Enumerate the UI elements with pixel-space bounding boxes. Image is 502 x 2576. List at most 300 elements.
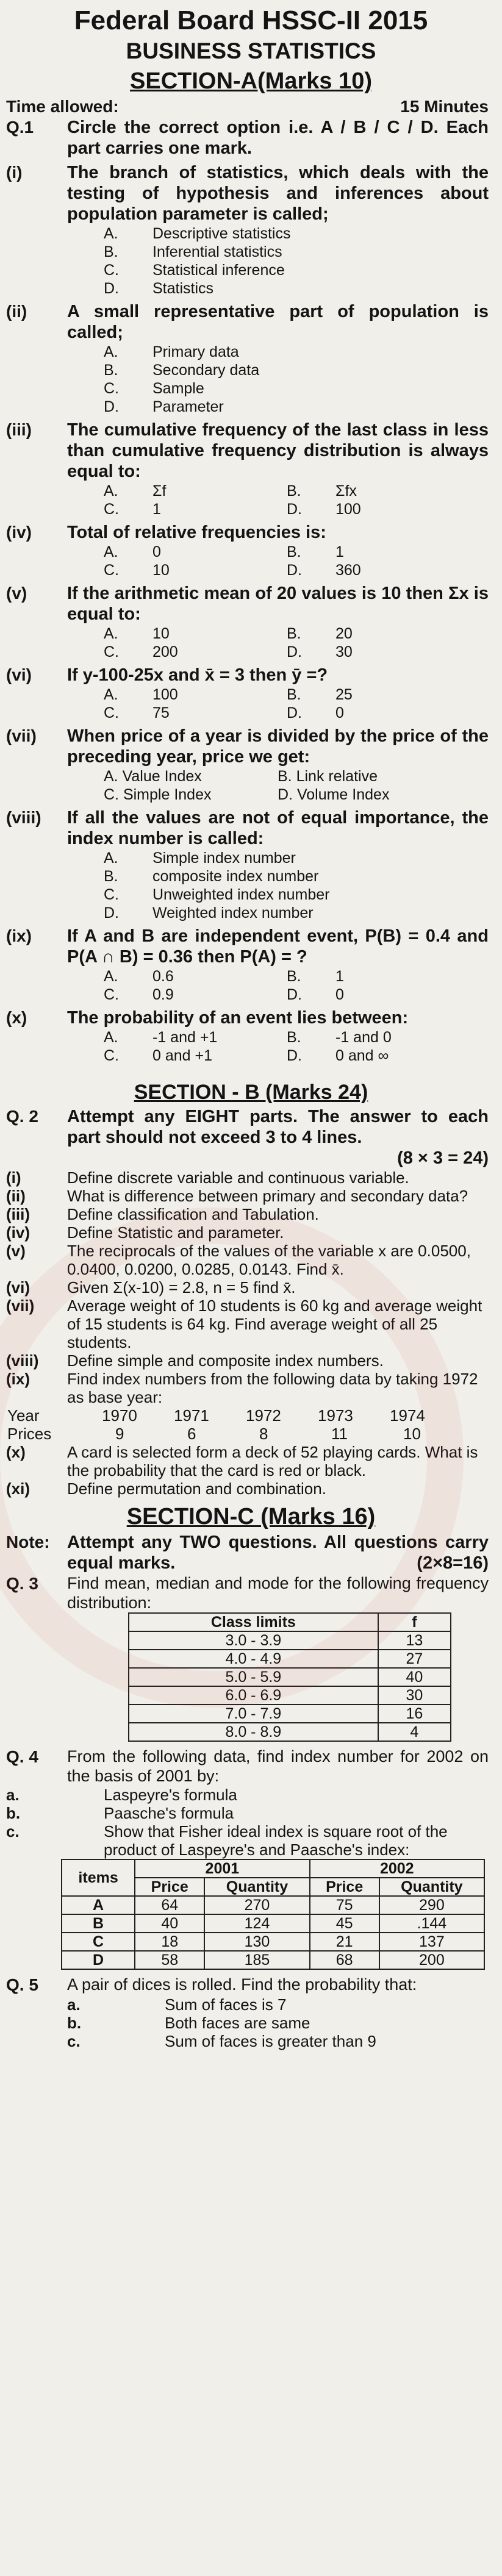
value-cell: 18 — [135, 1933, 204, 1951]
option — [104, 361, 502, 379]
q3-number: Q. 3 — [6, 1574, 38, 1593]
part-text: Sum of faces is 7 — [165, 1995, 287, 2014]
frequency-cell: 16 — [378, 1705, 451, 1723]
option-text: 0.6 — [152, 968, 174, 985]
value-cell: 290 — [379, 1896, 484, 1914]
question-text: Find index numbers from the following data by taking 1972 as base year: — [67, 1370, 478, 1406]
short-question — [0, 1187, 502, 1205]
option — [104, 849, 502, 867]
table-header: 2001 — [135, 1859, 309, 1878]
option-letter: D. — [287, 643, 302, 660]
option — [104, 1046, 287, 1065]
option-text: 20 — [335, 625, 353, 642]
option-letter: B. — [287, 543, 301, 560]
option — [287, 543, 470, 561]
question-number: (i) — [6, 1168, 21, 1187]
part-letter: c. — [67, 2032, 81, 2050]
question-number: (vi) — [6, 665, 32, 684]
option — [104, 785, 278, 804]
short-question — [0, 1242, 502, 1278]
option-text: Σfx — [335, 482, 357, 499]
year-value: 1972 — [246, 1406, 281, 1425]
short-question — [0, 1370, 502, 1406]
part-text: Laspeyre's formula — [104, 1786, 237, 1804]
option-letter: C. — [104, 704, 119, 721]
option-text: 100 — [335, 501, 361, 518]
option-letter: D. — [104, 904, 119, 921]
option-text: composite index number — [152, 868, 319, 885]
option-text: 1 — [152, 501, 161, 518]
option-letter: D. — [278, 786, 293, 803]
ix-year-row — [0, 1406, 502, 1425]
q5-text: A pair of dices is rolled. Find the probability that: — [67, 1975, 417, 1994]
option-text: Value Index — [122, 768, 202, 785]
time-label: Time allowed: — [6, 97, 119, 116]
item-cell: A — [62, 1896, 135, 1914]
question-text: A card is selected form a deck of 52 playing cards. What is the probability that the card is red or black. — [67, 1443, 478, 1479]
price-value: 10 — [403, 1425, 421, 1443]
option-text: Statistical inference — [152, 262, 285, 279]
option — [104, 500, 287, 518]
question-number: (iv) — [6, 1223, 30, 1242]
option — [104, 482, 287, 500]
class-limit-cell: 8.0 - 8.9 — [129, 1723, 378, 1741]
option-letter: A. — [104, 968, 118, 985]
frequency-cell: 40 — [378, 1668, 451, 1686]
option — [278, 785, 461, 804]
option-text: 1 — [335, 543, 344, 560]
mcq-question — [0, 1007, 502, 1028]
question-text: The branch of statistics, which deals with the testing of hypothesis and inferences about population parameter is called; — [67, 163, 489, 224]
question-text: What is difference between primary and secondary data? — [67, 1187, 468, 1205]
option-letter: B. — [104, 243, 118, 260]
price-value: 11 — [331, 1425, 348, 1443]
option-text: Secondary data — [152, 362, 260, 379]
question-text: Average weight of 10 students is 60 kg and average weight of 15 students is 64 kg. Find average weight of all 25 students. — [67, 1297, 482, 1351]
question-number: (iii) — [6, 1205, 30, 1223]
option-text: 1 — [335, 968, 344, 985]
value-cell: 64 — [135, 1896, 204, 1914]
option — [104, 1028, 287, 1046]
table-row — [62, 1951, 484, 1969]
part-letter: a. — [6, 1786, 20, 1804]
option-text: -1 and +1 — [152, 1029, 218, 1046]
options-list — [0, 849, 502, 922]
option — [104, 685, 287, 704]
option-text: 0.9 — [152, 986, 174, 1003]
option-text: Inferential statistics — [152, 243, 282, 260]
option — [287, 685, 470, 704]
option-letter: D. — [104, 398, 119, 415]
question-text: The cumulative frequency of the last class in less than cumulative frequency distribution is always equal to: — [67, 420, 489, 481]
question-text: The reciprocals of the values of the variable x are 0.0500, 0.0400, 0.0200, 0.0285, 0.0143. Find x̄. — [67, 1242, 471, 1278]
option-letter: A. — [104, 850, 118, 867]
q5-heading — [0, 1975, 502, 1995]
ix-price-row — [0, 1425, 502, 1443]
part-text: Paasche's formula — [104, 1804, 234, 1822]
option — [104, 967, 287, 986]
question-number: (vii) — [6, 1297, 35, 1315]
option-text: Simple index number — [152, 850, 296, 867]
option-text: 200 — [152, 643, 178, 660]
q5-part — [0, 2032, 502, 2050]
q5-part — [0, 1995, 502, 2014]
year-label: Year — [7, 1406, 40, 1425]
question-number: (v) — [6, 1242, 26, 1260]
table-header: 2002 — [310, 1859, 484, 1878]
table-subheader: Price — [310, 1878, 379, 1896]
item-cell: C — [62, 1933, 135, 1951]
option-text: 30 — [335, 643, 353, 660]
option — [104, 767, 278, 785]
table-row — [129, 1650, 451, 1668]
question-number: (i) — [6, 163, 23, 182]
q4-text: From the following data, find index number for 2002 on the basis of 2001 by: — [67, 1747, 489, 1785]
option-letter: C. — [104, 380, 119, 397]
section-c-title: SECTION-C (Marks 16) — [126, 1504, 376, 1530]
price-label: Prices — [7, 1425, 52, 1443]
option-letter: C. — [104, 262, 119, 279]
q2-instructions: Attempt any EIGHT parts. The answer to each part should not exceed 3 to 4 lines. — [67, 1107, 489, 1147]
option-letter: A. — [104, 543, 118, 560]
option-letter: B. — [104, 362, 118, 379]
option-text: Statistics — [152, 280, 214, 297]
option — [278, 767, 461, 785]
part-letter: c. — [6, 1822, 20, 1841]
option-text: Σf — [152, 482, 167, 499]
option-letter: D. — [287, 704, 302, 721]
class-limit-cell: 7.0 - 7.9 — [129, 1705, 378, 1723]
option — [104, 986, 287, 1004]
q3-text: Find mean, median and mode for the following frequency distribution: — [67, 1574, 489, 1612]
question-number: (iii) — [6, 420, 32, 439]
mcq-question — [0, 665, 502, 685]
question-number: (ii) — [6, 302, 27, 321]
question-text: The probability of an event lies between: — [67, 1008, 409, 1028]
class-limit-cell: 5.0 - 5.9 — [129, 1668, 378, 1686]
options-grid — [0, 685, 502, 722]
value-cell: .144 — [379, 1914, 484, 1933]
option-letter: A. — [104, 686, 118, 703]
frequency-cell: 27 — [378, 1650, 451, 1668]
question-number: (viii) — [6, 1351, 39, 1370]
value-cell: 58 — [135, 1951, 204, 1969]
option-text: Sample — [152, 380, 204, 397]
option-letter: B. — [287, 968, 301, 985]
option — [287, 500, 470, 518]
question-text: Define classification and Tabulation. — [67, 1205, 319, 1223]
mcq-question — [0, 583, 502, 624]
option-text: Parameter — [152, 398, 224, 415]
option-letter: C. — [104, 501, 119, 518]
question-text: Define Statistic and parameter. — [67, 1223, 284, 1242]
option — [287, 624, 470, 643]
table-row — [129, 1631, 451, 1650]
option-letter: C. — [104, 986, 119, 1003]
option-text: 0 and +1 — [152, 1047, 213, 1064]
frequency-cell: 13 — [378, 1631, 451, 1650]
value-cell: 21 — [310, 1933, 379, 1951]
option-letter: D. — [104, 280, 119, 297]
q1-instructions: Circle the correct option i.e. A / B / C / D. Each part carries one mark. — [67, 118, 489, 158]
table-row — [62, 1933, 484, 1951]
short-question — [0, 1351, 502, 1370]
short-question — [0, 1223, 502, 1242]
q4-number: Q. 4 — [6, 1747, 38, 1766]
mcq-question — [0, 726, 502, 767]
table-subheader: Price — [135, 1878, 204, 1896]
option-letter: B. — [104, 868, 118, 885]
time-value: 15 Minutes — [400, 97, 489, 116]
option — [104, 904, 502, 922]
question-text: Total of relative frequencies is: — [67, 523, 326, 542]
question-text: Define permutation and combination. — [67, 1479, 326, 1498]
mcq-question — [0, 301, 502, 343]
question-number: (x) — [6, 1008, 27, 1027]
option-letter: B. — [278, 768, 292, 785]
option — [104, 398, 502, 416]
option-letter: A. — [104, 343, 118, 360]
table-subheader: Quantity — [379, 1878, 484, 1896]
short-question — [0, 1278, 502, 1297]
table-row — [62, 1896, 484, 1914]
option — [104, 543, 287, 561]
option-letter: C. — [104, 886, 119, 903]
option-text: 75 — [152, 704, 170, 721]
options-list — [0, 224, 502, 298]
q2-marks: (8 × 3 = 24) — [397, 1148, 489, 1168]
option — [104, 261, 502, 279]
option — [287, 643, 470, 661]
time-row — [0, 96, 502, 117]
class-limit-cell: 3.0 - 3.9 — [129, 1631, 378, 1650]
table-header: Class limits — [129, 1613, 378, 1631]
option-text: 10 — [152, 562, 170, 579]
part-text: Both faces are same — [165, 2014, 310, 2032]
option — [104, 643, 287, 661]
question-text: A small representative part of population is called; — [67, 302, 489, 342]
q4-parts — [0, 1786, 502, 1859]
question-number: (v) — [6, 584, 27, 603]
option-letter: A. — [104, 625, 118, 642]
table-header: f — [378, 1613, 451, 1631]
short-question — [0, 1443, 502, 1479]
value-cell: 75 — [310, 1896, 379, 1914]
table-row — [62, 1914, 484, 1933]
option-text: 0 — [152, 543, 161, 560]
option-text: 100 — [152, 686, 178, 703]
option-letter: D. — [287, 986, 302, 1003]
q5-parts — [0, 1995, 502, 2050]
option-text: Volume Index — [296, 786, 390, 803]
option-letter: A. — [104, 768, 118, 785]
question-number: (vi) — [6, 1278, 30, 1297]
price-value: 8 — [259, 1425, 268, 1443]
q2-heading — [0, 1106, 502, 1148]
question-text: If all the values are not of equal importance, the index number is called: — [67, 808, 489, 848]
option — [104, 279, 502, 298]
table-row — [129, 1686, 451, 1705]
value-cell: 45 — [310, 1914, 379, 1933]
option — [104, 343, 502, 361]
option — [287, 704, 470, 722]
option — [104, 561, 287, 579]
option-letter: B. — [287, 686, 301, 703]
option-letter: D. — [287, 1047, 302, 1064]
note-text: Attempt any TWO questions. All questions carry equal marks. — [67, 1533, 489, 1573]
value-cell: 68 — [310, 1951, 379, 1969]
option-letter: A. — [104, 482, 118, 499]
question-text: Define discrete variable and continuous variable. — [67, 1168, 409, 1187]
question-number: (ii) — [6, 1187, 26, 1205]
option-text: Unweighted index number — [152, 886, 330, 903]
table-header: items — [62, 1859, 135, 1896]
option — [104, 867, 502, 886]
option-text: Descriptive statistics — [152, 225, 291, 242]
short-question — [0, 1205, 502, 1223]
table-row — [129, 1723, 451, 1741]
paper-title: Federal Board HSSC-II 2015 — [74, 5, 428, 35]
options-grid — [0, 543, 502, 579]
question-text: Define simple and composite index numbers. — [67, 1351, 384, 1370]
year-value: 1970 — [102, 1406, 137, 1425]
option-text: Link relative — [296, 768, 378, 785]
option-text: Weighted index number — [152, 904, 314, 921]
q4-part — [0, 1786, 502, 1804]
value-cell: 185 — [204, 1951, 309, 1969]
question-number: (iv) — [6, 523, 32, 542]
question-number: (xi) — [6, 1479, 30, 1498]
table-row — [129, 1705, 451, 1723]
q1-heading — [0, 117, 502, 159]
part-letter: a. — [67, 1995, 81, 2014]
short-question — [0, 1479, 502, 1498]
question-text: If A and B are independent event, P(B) = 0.4 and P(A ∩ B) = 0.36 then P(A) = ? — [67, 926, 489, 967]
short-question — [0, 1168, 502, 1187]
option-text: 0 and ∞ — [335, 1047, 389, 1064]
price-value: 9 — [115, 1425, 124, 1443]
option-text: Simple Index — [123, 786, 212, 803]
value-cell: 270 — [204, 1896, 309, 1914]
q2-number: Q. 2 — [6, 1107, 38, 1126]
value-cell: 200 — [379, 1951, 484, 1969]
mcq-question — [0, 162, 502, 224]
options-grid — [0, 967, 502, 1004]
option — [287, 1046, 470, 1065]
option-letter: B. — [287, 625, 301, 642]
option-text: 10 — [152, 625, 170, 642]
part-text: Sum of faces is greater than 9 — [165, 2032, 376, 2050]
option-text: 360 — [335, 562, 361, 579]
question-number: (x) — [6, 1443, 26, 1461]
year-value: 1971 — [174, 1406, 209, 1425]
options-grid — [0, 1028, 502, 1065]
question-text: If y-100-25x and x̄ = 3 then ȳ =? — [67, 665, 328, 685]
mcq-question — [0, 420, 502, 482]
option — [287, 482, 470, 500]
option-letter: B. — [287, 482, 301, 499]
mcq-list — [0, 162, 502, 1065]
part-letter: b. — [6, 1804, 21, 1822]
price-value: 6 — [187, 1425, 196, 1443]
frequency-cell: 30 — [378, 1686, 451, 1705]
q1-number: Q.1 — [6, 118, 34, 137]
subject-title: BUSINESS STATISTICS — [126, 38, 376, 63]
option-text: 0 — [335, 704, 344, 721]
section-a-title: SECTION-A(Marks 10) — [130, 68, 372, 94]
options-grid — [0, 624, 502, 661]
option-letter: B. — [287, 1029, 301, 1046]
q5-number: Q. 5 — [6, 1975, 38, 1994]
note-label: Note: — [6, 1533, 50, 1551]
option — [104, 243, 502, 261]
option-letter: A. — [104, 1029, 118, 1046]
q4-heading — [0, 1747, 502, 1786]
question-text: If the arithmetic mean of 20 values is 10 then Σx is equal to: — [67, 584, 489, 624]
class-limit-cell: 6.0 - 6.9 — [129, 1686, 378, 1705]
question-number: (ix) — [6, 1370, 30, 1388]
option-letter: C. — [104, 1047, 119, 1064]
q5-part — [0, 2014, 502, 2032]
option-letter: C. — [104, 643, 119, 660]
option-text: -1 and 0 — [335, 1029, 392, 1046]
item-cell: D — [62, 1951, 135, 1969]
option — [104, 624, 287, 643]
year-value: 1974 — [390, 1406, 425, 1425]
question-number: (ix) — [6, 926, 32, 945]
options-list — [0, 343, 502, 416]
option-text: Primary data — [152, 343, 239, 360]
option-letter: C. — [104, 562, 119, 579]
option — [104, 379, 502, 398]
short-questions-list — [0, 1168, 502, 1406]
option-letter: D. — [287, 562, 302, 579]
option-text: 0 — [335, 986, 344, 1003]
frequency-table — [128, 1612, 451, 1742]
table-row — [129, 1668, 451, 1686]
class-limit-cell: 4.0 - 4.9 — [129, 1650, 378, 1668]
option-letter: C. — [104, 786, 119, 803]
question-text: When price of a year is divided by the price of the preceding year, price we get: — [67, 726, 489, 767]
q3-heading — [0, 1573, 502, 1612]
question-number: (vii) — [6, 726, 37, 745]
option — [104, 704, 287, 722]
note-marks: (2×8=16) — [417, 1553, 489, 1573]
option — [287, 967, 470, 986]
options-grid — [0, 767, 502, 804]
index-table — [61, 1859, 485, 1970]
table-subheader: Quantity — [204, 1878, 309, 1896]
part-text: Show that Fisher ideal index is square root of the product of Laspeyre's and Paasche's index: — [104, 1822, 448, 1859]
option — [287, 1028, 470, 1046]
value-cell: 124 — [204, 1914, 309, 1933]
option-letter: A. — [104, 225, 118, 242]
short-questions-list-2 — [0, 1443, 502, 1498]
option — [104, 224, 502, 243]
section-b-title: SECTION - B (Marks 24) — [134, 1081, 368, 1104]
short-question — [0, 1297, 502, 1351]
option-text: 25 — [335, 686, 353, 703]
mcq-question — [0, 522, 502, 543]
option — [104, 886, 502, 904]
q4-part — [0, 1822, 502, 1859]
option-letter: D. — [287, 501, 302, 518]
mcq-question — [0, 807, 502, 849]
value-cell: 40 — [135, 1914, 204, 1933]
mcq-question — [0, 926, 502, 967]
year-value: 1973 — [318, 1406, 353, 1425]
q4-part — [0, 1804, 502, 1822]
